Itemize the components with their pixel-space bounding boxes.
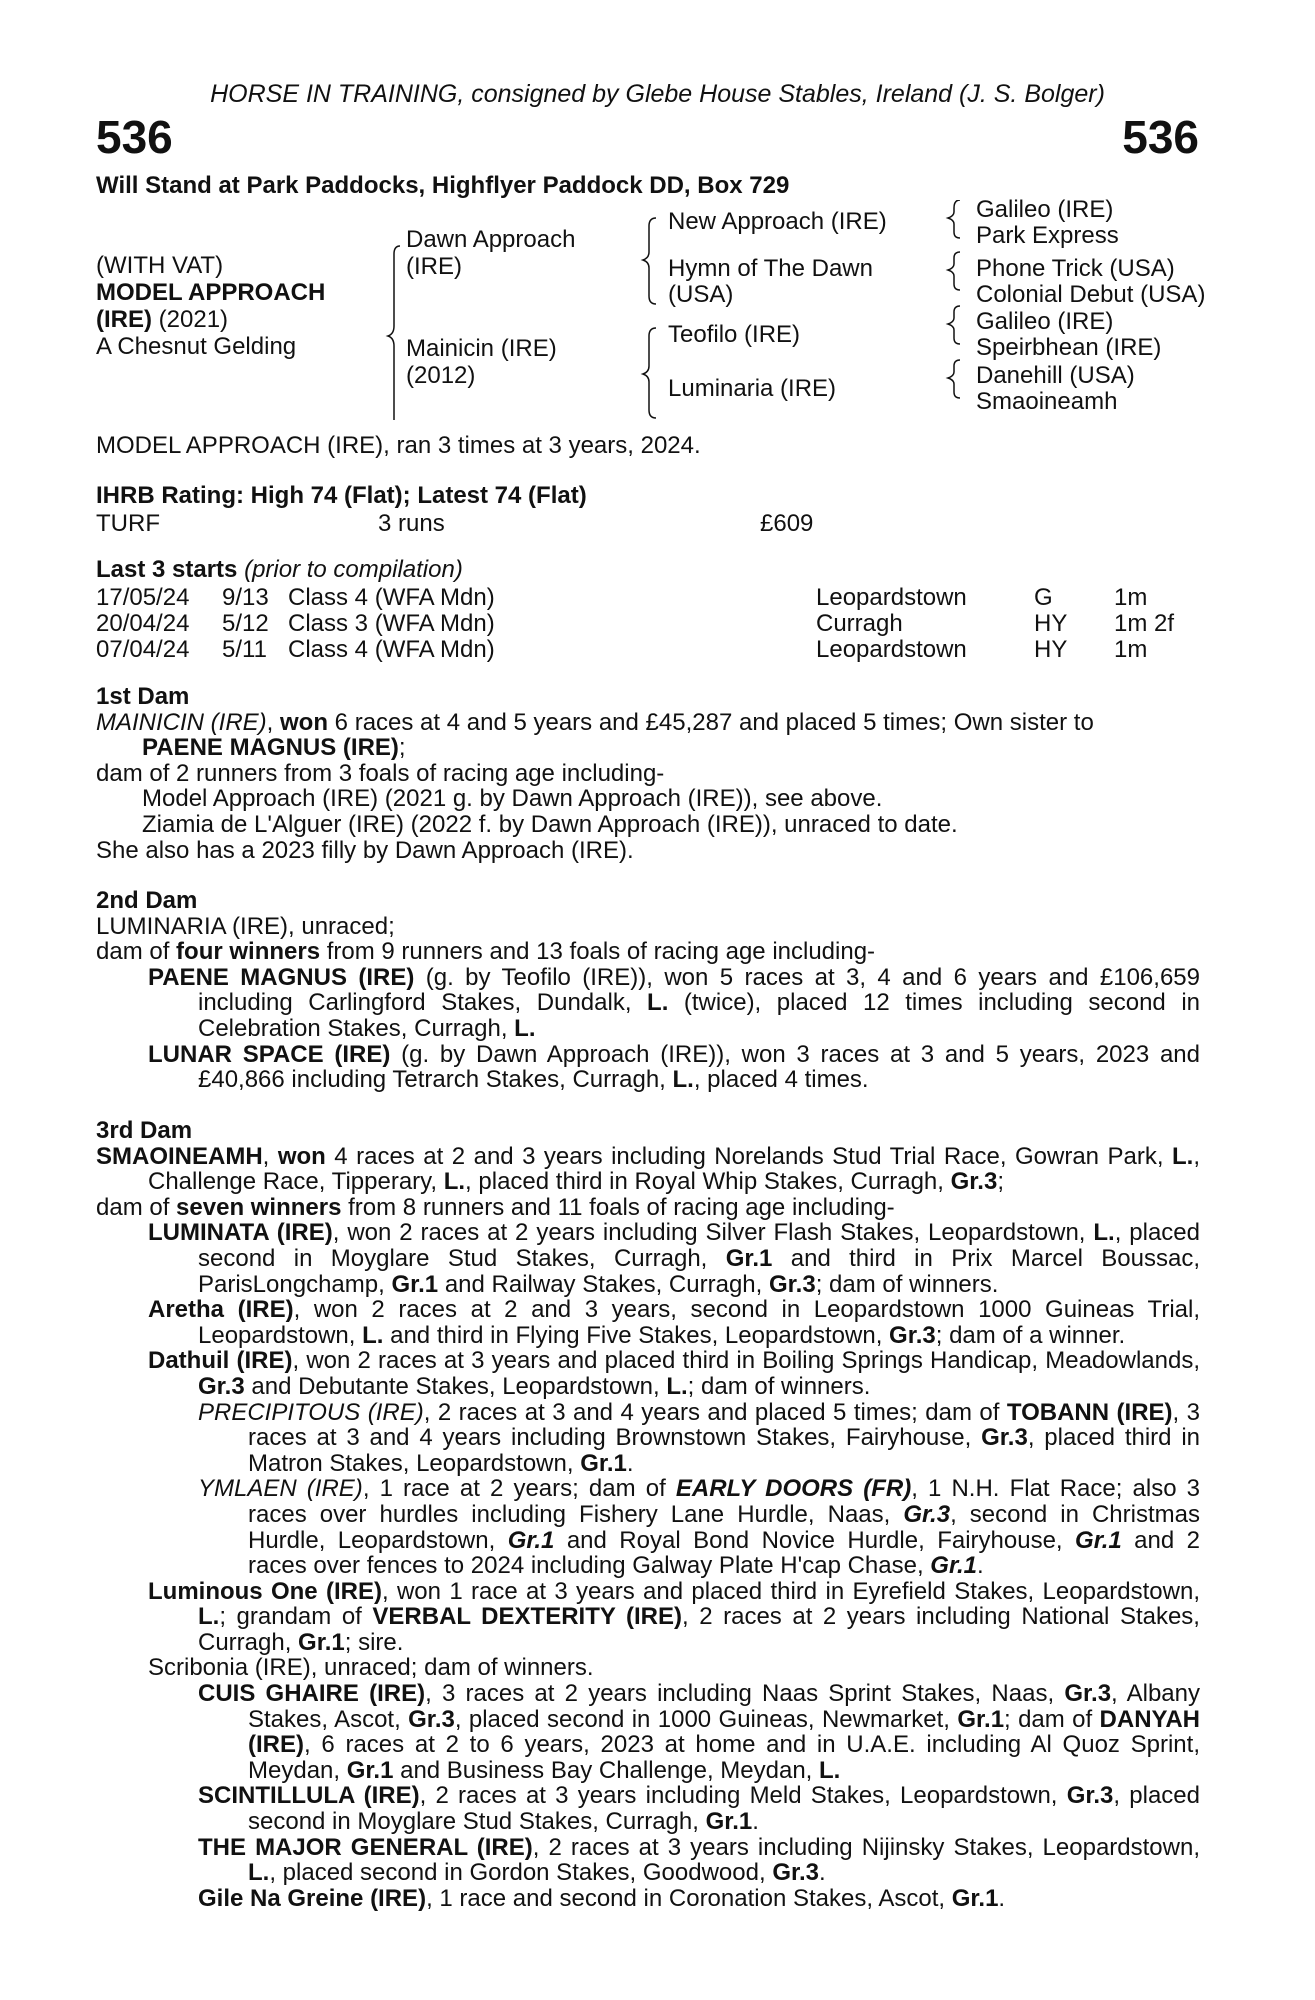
start-row — [96, 584, 1216, 610]
first-dam-foal: Model Approach (IRE) (2021 g. by Dawn Approach (IRE)), see above. — [142, 785, 883, 813]
ped-sds: Phone Trick (USA) — [976, 255, 1175, 282]
first-dam-section — [96, 684, 1200, 863]
start-row — [96, 610, 1216, 636]
second-dam-record: LUMINARIA (IRE), unraced; — [96, 912, 395, 940]
start-date: 17/05/24 — [96, 584, 190, 611]
pedigree-table — [96, 196, 1236, 420]
ped-dss: Galileo (IRE) — [976, 308, 1114, 335]
third-dam-heading: 3rd Dam — [96, 1117, 193, 1144]
start-going: HY — [1034, 636, 1068, 663]
produce-entry: YMLAEN (IRE), 1 race at 2 years; dam of EARLY DOORS (FR), 1 N.H. Flat Race; also 3 races over hurdles including Fishery Lane Hurdle, Naas, Gr.3, second in Christmas Hurdle, Leopardstown, Gr.1 and Royal Bond Novice Hurdle, Fairyhouse, Gr.1 and 2 races over fences to 2024 including Galway Plate H'cap Chase, Gr.1. — [198, 1475, 1201, 1580]
produce-entry: Scribonia (IRE), unraced; dam of winners. — [148, 1654, 594, 1682]
produce-entry: Dathuil (IRE), won 2 races at 3 years and placed third in Boiling Springs Handicap, Meadowlands, Gr.3 and Debutante Stakes, Leopardstown, L.; dam of winners. — [148, 1347, 1201, 1400]
second-dam-heading: 2nd Dam — [96, 887, 198, 914]
start-distance: 1m — [1114, 636, 1148, 663]
second-dam-produce-summary: dam of four winners from 9 runners and 13 foals of racing age including- — [96, 938, 876, 966]
produce-entry: LUNAR SPACE (IRE) (g. by Dawn Approach (IRE)), won 3 races at 3 and 5 years, 2023 and £40,866 including Tetrarch Stakes, Curragh, L., placed 4 times. — [148, 1040, 1200, 1094]
first-dam-foal: Ziamia de L'Alguer (IRE) (2022 f. by Dawn Approach (IRE)), unraced to date. — [142, 810, 958, 838]
dam-dam: Luminaria (IRE) — [668, 375, 837, 402]
start-date: 20/04/24 — [96, 610, 190, 637]
produce-entry: THE MAJOR GENERAL (IRE), 2 races at 3 years including Nijinsky Stakes, Leopardstown, L., placed second in Gordon Stakes, Goodwood, Gr.3. — [198, 1833, 1200, 1887]
dam-name: Mainicin (IRE) — [406, 335, 557, 362]
first-dam-record: MAINICIN (IRE), won 6 races at 4 and 5 years and £45,287 and placed 5 times; Own sister to — [96, 708, 1094, 736]
last-starts-heading: Last 3 starts (prior to compilation) — [96, 556, 463, 583]
ped-ssd: Park Express — [976, 222, 1119, 249]
start-race: Class 4 (WFA Mdn) — [288, 584, 495, 611]
start-course: Curragh — [816, 610, 903, 637]
ihrb-row — [96, 510, 1216, 536]
lot-number-left: 536 — [96, 111, 173, 163]
ihrb-heading: IHRB Rating: High 74 (Flat); Latest 74 (Flat) — [96, 482, 587, 509]
horse-country-year: (IRE) (2021) — [96, 306, 229, 333]
start-row — [96, 636, 1216, 662]
last-starts — [96, 556, 1216, 662]
start-distance: 1m — [1114, 584, 1148, 611]
ped-dds: Danehill (USA) — [976, 362, 1135, 389]
start-distance: 1m 2f — [1114, 610, 1175, 637]
ped-sdd: Colonial Debut (USA) — [976, 281, 1206, 308]
ped-ddd: Smaoineamh — [976, 388, 1118, 415]
horse-name: MODEL APPROACH — [96, 279, 326, 306]
stand-location: Will Stand at Park Paddocks, Highflyer Paddock DD, Box 729 — [96, 172, 790, 199]
produce-entry: PRECIPITOUS (IRE), 2 races at 3 and 4 years and placed 5 times; dam of TOBANN (IRE), 3 races at 3 and 4 years including Brownstown Stakes, Fairyhouse, Gr.3, placed third in Matron Stakes, Leopardstown, Gr.1. — [198, 1398, 1201, 1477]
ihrb-runs: 3 runs — [378, 510, 445, 537]
start-position: 5/12 — [222, 610, 269, 637]
start-course: Leopardstown — [816, 636, 967, 663]
sire-country: (IRE) — [406, 253, 462, 280]
first-dam-produce-summary: dam of 2 runners from 3 foals of racing age including- — [96, 759, 665, 787]
produce-entry: Luminous One (IRE), won 1 race at 3 years and placed third in Eyrefield Stakes, Leopardstown, L.; grandam of VERBAL DEXTERITY (IRE), 2 races at 2 years including National Stakes, Curragh, Gr.1; sire. — [148, 1577, 1200, 1656]
start-going: G — [1034, 584, 1053, 611]
start-race: Class 3 (WFA Mdn) — [288, 610, 495, 637]
second-dam-section — [96, 888, 1200, 1093]
dam-year: (2012) — [406, 362, 476, 389]
sire-sire: New Approach (IRE) — [668, 208, 887, 235]
third-dam-record: SMAOINEAMH, won 4 races at 2 and 3 years including Norelands Stud Trial Race, Gowran Park, L., Challenge Race, Tipperary, L., placed third in Royal Whip Stakes, Curragh, Gr.3; — [96, 1142, 1200, 1196]
first-dam-note: She also has a 2023 filly by Dawn Approach (IRE). — [96, 836, 634, 864]
race-record-summary: MODEL APPROACH (IRE), ran 3 times at 3 years, 2024. — [96, 432, 701, 459]
consignor-line: HORSE IN TRAINING, consigned by Glebe House Stables, Ireland (J. S. Bolger) — [210, 80, 1105, 108]
start-race: Class 4 (WFA Mdn) — [288, 636, 495, 663]
lot-number-right: 536 — [1122, 111, 1199, 163]
third-dam-section — [96, 1118, 1200, 1911]
start-position: 9/13 — [222, 584, 269, 611]
start-going: HY — [1034, 610, 1068, 637]
start-course: Leopardstown — [816, 584, 967, 611]
ihrb-rating — [96, 482, 1216, 536]
ihrb-surface: TURF — [96, 510, 160, 537]
start-position: 5/11 — [222, 636, 267, 663]
vat-label: (WITH VAT) — [96, 252, 224, 279]
ped-sss: Galileo (IRE) — [976, 196, 1114, 223]
produce-entry: Aretha (IRE), won 2 races at 2 and 3 years, second in Leopardstown 1000 Guineas Trial, Leopardstown, L. and third in Flying Five Stakes, Leopardstown, Gr.3; dam of a winner. — [148, 1296, 1201, 1349]
start-date: 07/04/24 — [96, 636, 190, 663]
dam-sire: Teofilo (IRE) — [668, 321, 801, 348]
produce-entry: Gile Na Greine (IRE), 1 race and second in Coronation Stakes, Ascot, Gr.1. — [198, 1884, 1006, 1912]
produce-entry: CUIS GHAIRE (IRE), 3 races at 2 years including Naas Sprint Stakes, Naas, Gr.3, Albany Stakes, Ascot, Gr.3, placed second in 1000 Guineas, Newmarket, Gr.1; dam of DANYAH (IRE), 6 races at 2 to 6 years, 2023 at home and in U.A.E. including Al Quoz Sprint, Meydan, Gr.1 and Business Bay Challenge, Meydan, L. — [198, 1680, 1200, 1784]
produce-entry: PAENE MAGNUS (IRE) (g. by Teofilo (IRE)), won 5 races at 3, 4 and 6 years and £106,659 including Carlingford Stakes, Dundalk, L. (twice), placed 12 times including second in Celebration Stakes, Curragh, L. — [148, 963, 1200, 1042]
ihrb-earnings: £609 — [760, 510, 814, 537]
sire-dam-name: Hymn of The Dawn — [668, 255, 873, 282]
sire-name: Dawn Approach — [406, 226, 576, 253]
third-dam-produce-summary: dam of seven winners from 8 runners and 11 foals of racing age including- — [96, 1193, 895, 1221]
produce-entry: SCINTILLULA (IRE), 2 races at 3 years including Meld Stakes, Leopardstown, Gr.3, placed second in Moyglare Stud Stakes, Curragh, Gr.1. — [198, 1782, 1200, 1836]
sire-dam-country: (USA) — [668, 281, 734, 308]
first-dam-heading: 1st Dam — [96, 683, 190, 710]
produce-entry: LUMINATA (IRE), won 2 races at 2 years including Silver Flash Stakes, Leopardstown, L., placed second in Moyglare Stud Stakes, Curragh, Gr.1 and third in Prix Marcel Boussac, ParisLongchamp, Gr.1 and Railway Stakes, Curragh, Gr.3; dam of winners. — [148, 1219, 1201, 1298]
horse-description: A Chesnut Gelding — [96, 333, 297, 360]
ped-dsd: Speirbhean (IRE) — [976, 334, 1162, 361]
first-dam-sister: PAENE MAGNUS (IRE); — [142, 734, 406, 762]
